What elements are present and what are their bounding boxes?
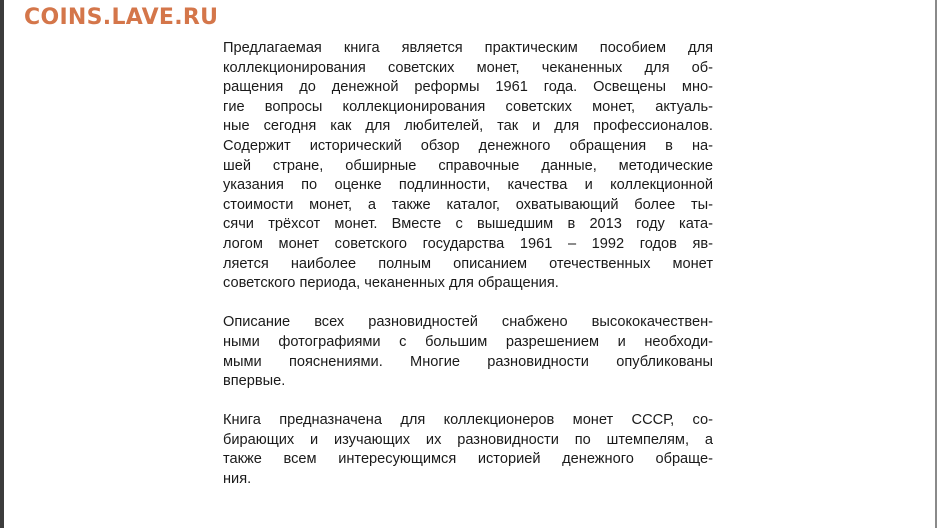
paragraph-2 xyxy=(223,313,713,391)
site-watermark: COINS.LAVE.RU xyxy=(24,5,219,30)
text-line: стоимости монет, а также каталог, охватывающий более ты- xyxy=(223,196,713,213)
text-line: логом монет советского государства 1961 – 1992 годов яв- xyxy=(223,235,713,252)
text-line: советского периода, чеканенных для обращения. xyxy=(223,275,559,292)
text-line: ния. xyxy=(223,471,252,488)
text-line: сячи трёхсот монет. Вместе с вышедшим в 2013 году ката- xyxy=(223,216,713,233)
text-line: мыми пояснениями. Многие разновидности опубликованы xyxy=(223,353,713,370)
text-line: также всем интересующимся историей денежного обраще- xyxy=(223,451,713,468)
text-line: ращения до денежной реформы 1961 года. Освещены мно- xyxy=(223,79,713,96)
text-line: шей стране, обширные справочные данные, методические xyxy=(223,157,713,174)
text-line: ляется наиболее полным описанием отечественных монет xyxy=(223,255,713,272)
text-line: ные сегодня как для любителей, так и для профессионалов. xyxy=(223,118,713,135)
text-line: коллекционирования советских монет, чеканенных для об- xyxy=(223,59,713,76)
left-window-border xyxy=(0,0,4,528)
paragraph-3 xyxy=(223,411,713,489)
book-description xyxy=(223,39,713,509)
text-line: впервые. xyxy=(223,373,286,390)
text-line: бирающих и изучающих их разновидности по штемпелям, а xyxy=(223,431,713,448)
text-line: Книга предназначена для коллекционеров монет СССР, со- xyxy=(223,412,713,429)
paragraph-1 xyxy=(223,39,713,294)
text-line: гие вопросы коллекционирования советских монет, актуаль- xyxy=(223,98,713,115)
text-line: Содержит исторический обзор денежного обращения в на- xyxy=(223,137,713,154)
text-line: указания по оценке подлинности, качества и коллекционной xyxy=(223,177,713,194)
text-line: Предлагаемая книга является практическим пособием для xyxy=(223,40,713,56)
text-line: ными фотографиями с большим разрешением и необходи- xyxy=(223,333,713,350)
text-line: Описание всех разновидностей снабжено высококачествен- xyxy=(223,314,713,331)
